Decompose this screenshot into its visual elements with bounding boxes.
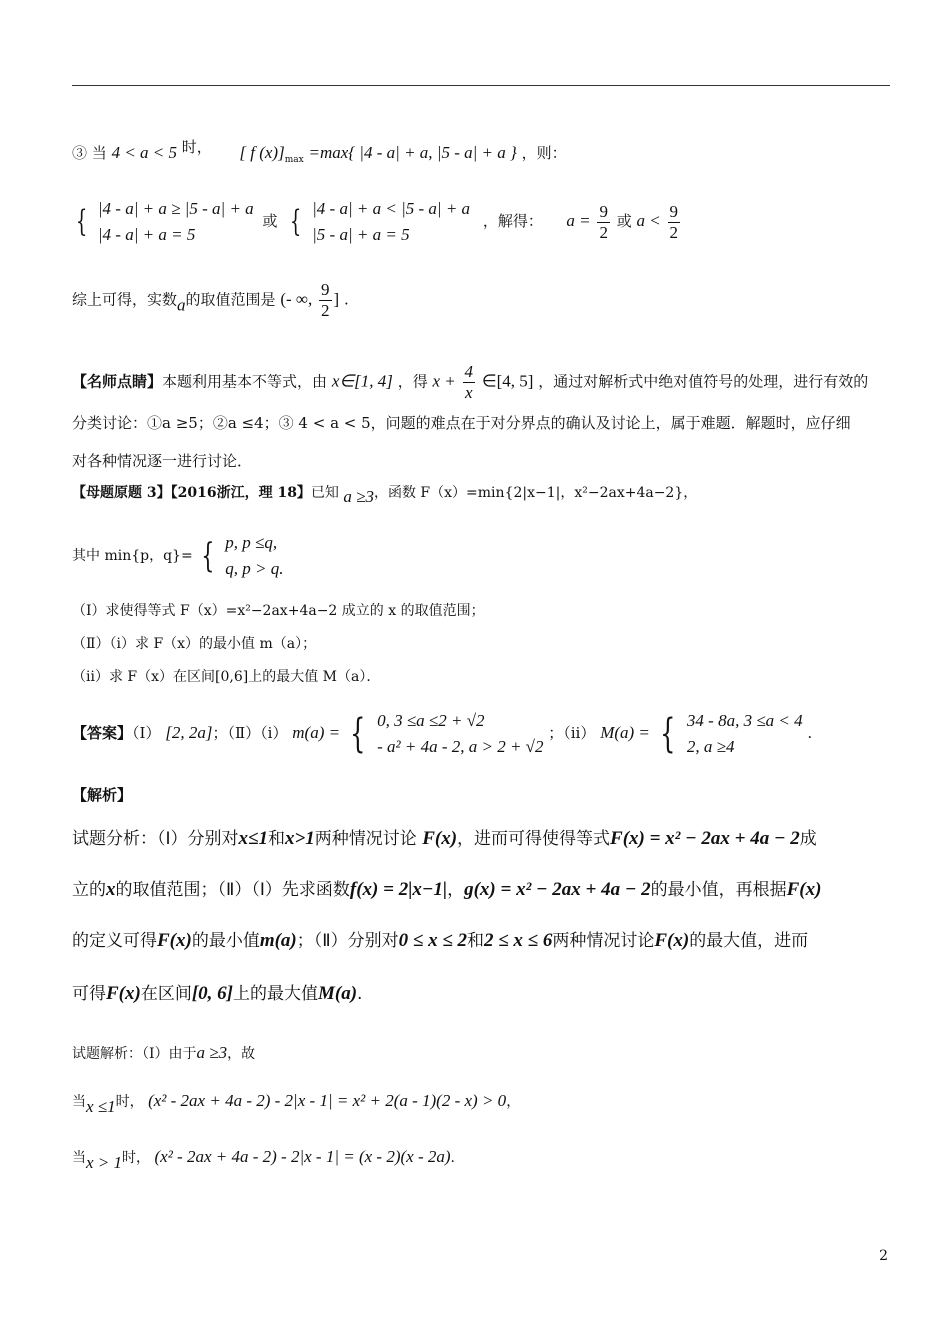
- range-left: (- ∞,: [280, 289, 313, 309]
- frac-denominator: 2: [321, 301, 330, 320]
- teacher-math2b: ∈[4, 5]: [481, 371, 534, 391]
- M-brace: {: [659, 711, 676, 757]
- analysis-math: F(x): [106, 983, 141, 1004]
- page-number: 2: [879, 1248, 888, 1264]
- header-rule: [72, 85, 890, 86]
- min-brace: {: [201, 536, 215, 576]
- question-2b: （ⅱ）求 F（x）在区间[0,6]上的最大值 M（a）．: [72, 669, 381, 685]
- analysis-math: F(x): [422, 828, 458, 849]
- solution-b: a <: [636, 211, 661, 230]
- analysis-math: F(x): [654, 930, 690, 951]
- solution-case1: [72, 1090, 520, 1118]
- problem-text1: 已知: [310, 485, 339, 501]
- system-right-bottom: |5 - a| + a = 5: [312, 225, 410, 244]
- analysis-text: 上的最大值: [232, 984, 318, 1004]
- analysis-text: .: [357, 984, 363, 1004]
- question-1: （Ⅰ）求使得等式 F（x）=x²−2ax+4a−2 成立的 x 的取值范围；: [72, 603, 485, 619]
- system-right: [312, 196, 470, 248]
- answer-sep1: ；（Ⅱ）（ⅰ）: [212, 724, 288, 742]
- case-when: 当: [72, 1150, 86, 1166]
- system-right-top: |4 - a| + a < |5 - a| + a: [312, 199, 471, 218]
- conclusion-end: .: [344, 290, 349, 309]
- max-subscript: max: [284, 155, 304, 165]
- analysis-text: 和: [267, 829, 285, 849]
- case1-end: ，: [506, 1094, 521, 1110]
- solution-a: a =: [566, 211, 591, 230]
- teacher-math1: x∈[1, 4]: [331, 371, 393, 391]
- conclusion-text2: 的取值范围是: [185, 290, 276, 309]
- solution-or: 或: [616, 212, 632, 230]
- analysis-text: 两种情况讨论: [552, 931, 655, 951]
- analysis-math: x≤1: [238, 828, 268, 849]
- solution-intro: [72, 1042, 255, 1065]
- answer-end: .: [807, 724, 813, 742]
- case-time: 时，: [122, 1150, 151, 1166]
- analysis-math: F(x): [786, 879, 822, 900]
- system-line: [72, 196, 682, 248]
- problem-line1: [72, 482, 697, 508]
- analysis-text: 的最小值，再根据: [650, 880, 787, 900]
- system-or: 或: [262, 212, 278, 230]
- question-2a: （Ⅱ）（ⅰ）求 F（x）的最小值 m（a）；: [72, 636, 317, 652]
- analysis-text: ，: [447, 880, 465, 900]
- analysis-text: 立的: [72, 880, 106, 900]
- solution-frac-1: [597, 202, 610, 243]
- m-case1: 0, 3 ≤a ≤2 + √2: [377, 711, 485, 730]
- left-brace: {: [75, 204, 88, 239]
- case3-condition: 4 < a < 5: [111, 143, 178, 162]
- min-case2: q, p > q.: [225, 559, 284, 578]
- frac-numerator: 9: [599, 201, 608, 221]
- analysis-math: m(a): [259, 930, 297, 951]
- problem-min-def: [72, 530, 283, 582]
- m-cases: [377, 708, 543, 760]
- M-case2: 2, a ≥4: [686, 737, 735, 756]
- min-cases: [225, 530, 283, 582]
- analysis-math: F(x): [157, 930, 192, 951]
- teacher-text1: 本题利用基本不等式，由: [162, 372, 328, 391]
- analysis-text: 在区间: [140, 984, 192, 1004]
- case2-expression: (x² - 2ax + 4a - 2) - 2|x - 1| = (x - 2)(x - 2a): [154, 1147, 451, 1166]
- m-case2: - a² + 4a - 2, a > 2 + √2: [377, 737, 544, 756]
- answer-label: 【答案】: [72, 724, 133, 742]
- problem-text2: ，函数 F（x）=min{2|x−1|，x²−2ax+4a−2}，: [373, 485, 698, 501]
- teacher-label: 【名师点睛】: [72, 372, 163, 391]
- min-def-label: 其中 min{p，q}=: [72, 548, 193, 564]
- case1-condition: x ≤1: [86, 1097, 116, 1116]
- case2-condition: x > 1: [86, 1153, 123, 1172]
- solution-intro-end: ，故: [227, 1046, 256, 1062]
- answer-part1-value: [2, 2a]: [165, 723, 213, 742]
- analysis-line2: [72, 878, 821, 902]
- case1-expression: (x² - 2ax + 4a - 2) - 2|x - 1| = x² + 2(a - 1)(2 - x) > 0: [148, 1091, 507, 1110]
- analysis-math: g(x) = x² − 2ax + 4a − 2: [464, 879, 651, 900]
- frac-denominator: 2: [599, 222, 608, 242]
- analysis-math: [0, 6]: [191, 983, 233, 1004]
- analysis-line3: [72, 929, 808, 953]
- analysis-text: ，进而可得使得等式: [457, 829, 611, 849]
- conclusion-line: [72, 280, 349, 321]
- case3-prefix: ③ 当: [72, 144, 107, 162]
- analysis-math: x>1: [284, 828, 315, 849]
- m-brace: {: [349, 711, 366, 757]
- analysis-text: 的最小值: [191, 931, 260, 951]
- frac-numerator: 9: [669, 201, 679, 221]
- solve-label: ，解得：: [482, 212, 543, 230]
- analysis-text: 试题分析：（Ⅰ）分别对: [72, 829, 239, 849]
- system-left: [98, 196, 254, 248]
- analysis-text: ；（Ⅱ）分别对: [296, 931, 399, 951]
- system-left-bottom: |4 - a| + a = 5: [97, 225, 196, 244]
- analysis-math: x: [106, 879, 116, 900]
- M-case1: 34 - 8a, 3 ≤a < 4: [686, 711, 803, 730]
- analysis-text: 的最大值，进而: [689, 931, 809, 951]
- case3-then: ，则：: [521, 144, 567, 162]
- answer-line: [72, 708, 812, 760]
- teacher-note-line2: 分类讨论：①a ≥5；②a ≤4；③ 4 < a < 5，问题的难点在于对分界点的确认及讨论上，属于难题．解题时，应仔细: [72, 414, 851, 432]
- teacher-text2: ，得: [397, 372, 428, 391]
- range-right: ]: [333, 289, 340, 309]
- min-case1: p, p ≤q,: [225, 533, 278, 552]
- analysis-math: M(a): [317, 983, 358, 1004]
- frac-denominator: 2: [669, 222, 679, 242]
- M-lhs: M(a) =: [600, 723, 650, 742]
- analysis-text: 两种情况讨论: [314, 829, 417, 849]
- analysis-label: 【解析】: [72, 786, 133, 804]
- case-when: 当: [72, 1094, 86, 1110]
- conclusion-text: 综上可得，实数: [72, 290, 178, 309]
- analysis-text: 的取值范围；（Ⅱ）（Ⅰ）先求函数: [115, 880, 350, 900]
- analysis-text: 的定义可得: [72, 931, 157, 951]
- teacher-note-line3: 对各种情况逐一进行讨论．: [72, 452, 253, 470]
- problem-condition: a ≥3: [343, 487, 374, 506]
- fmax-expr: [ f (x)]: [239, 143, 285, 162]
- case3-when: 时，: [181, 138, 212, 156]
- solution-intro-math: a ≥3: [196, 1043, 228, 1062]
- analysis-math: f(x) = 2|x−1|: [349, 879, 448, 900]
- analysis-text: 可得: [72, 984, 106, 1004]
- range-frac: [319, 280, 332, 321]
- analysis-math: 2 ≤ x ≤ 6: [484, 930, 553, 951]
- analysis-math: 0 ≤ x ≤ 2: [398, 930, 467, 951]
- frac-numerator: 4: [464, 362, 474, 381]
- case3-max-expression: =max{ |4 - a| + a, |5 - a| + a }: [308, 143, 517, 162]
- M-cases: [687, 708, 803, 760]
- analysis-line4: [72, 982, 362, 1006]
- analysis-text: 和: [467, 931, 484, 951]
- answer-sep2: ；（ⅱ）: [548, 724, 596, 742]
- analysis-text: 成: [799, 829, 817, 849]
- m-lhs: m(a) =: [292, 723, 341, 742]
- solution-case2: [72, 1146, 455, 1174]
- answer-part1: （Ⅰ）: [132, 724, 161, 742]
- case3-line: [72, 136, 567, 171]
- teacher-text3: ，通过对解析式中绝对值符号的处理，进行有效的: [538, 372, 869, 391]
- frac-numerator: 9: [321, 280, 330, 299]
- conclusion-var: a: [177, 295, 186, 315]
- case-time: 时，: [115, 1094, 144, 1110]
- analysis-math: F(x) = x² − 2ax + 4a − 2: [610, 828, 800, 849]
- right-brace: {: [290, 204, 302, 239]
- analysis-line1: [72, 827, 817, 851]
- case2-end: .: [450, 1150, 455, 1166]
- frac-denominator: x: [465, 383, 473, 402]
- system-left-top: |4 - a| + a ≥ |5 - a| + a: [97, 199, 254, 218]
- solution-intro-text: 试题解析：（Ⅰ）由于: [72, 1046, 197, 1062]
- problem-label: 【母题原题 3】【2016浙江，理 18】: [72, 485, 311, 501]
- teacher-note-line1: [72, 362, 868, 403]
- solution-frac-2: [668, 202, 681, 243]
- teacher-math2a: x +: [432, 371, 456, 391]
- teacher-frac: [463, 362, 476, 403]
